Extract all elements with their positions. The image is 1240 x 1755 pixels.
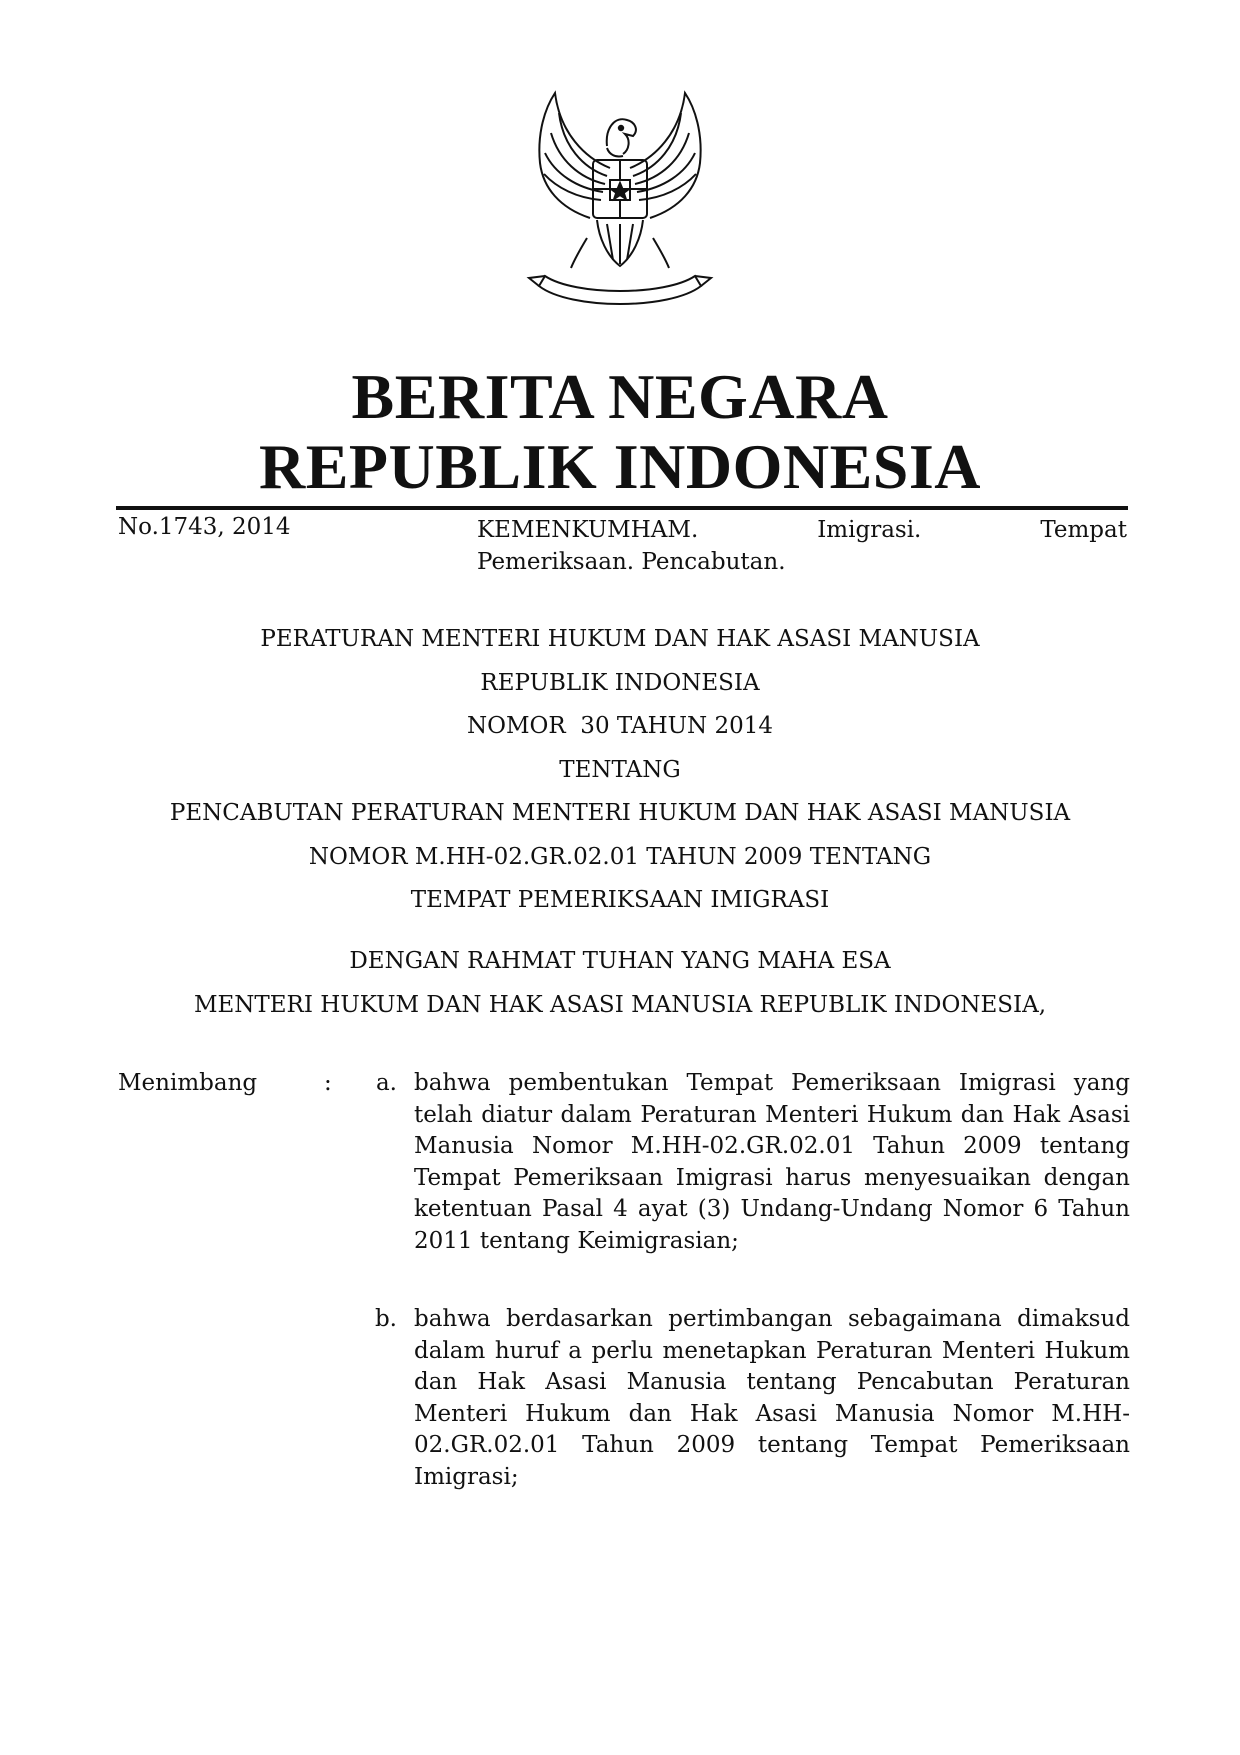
title-line: NOMOR 30 TAHUN 2014 <box>466 713 773 739</box>
subject-line: Pemeriksaan. Pencabutan. <box>477 549 786 575</box>
title-line: TEMPAT PEMERIKSAAN IMIGRASI <box>410 887 830 913</box>
masthead-subtitle: REPUBLIK INDONESIA <box>258 431 982 502</box>
gazette-subject <box>477 514 1127 578</box>
title-line: PENCABUTAN PERATURAN MENTERI HUKUM DAN HAK ASASI MANUSIA <box>169 800 1071 826</box>
item-text: bahwa pembentukan Tempat Pemeriksaan Imigrasi yang telah diatur dalam Peraturan Menteri Hukum dan Hak Asasi Manusia Nomor M.HH-02.GR.02.01 Tahun 2009 tentang Tempat Pemeriksaan Imigrasi harus menyesuaikan dengan ketentuan Pasal 4 ayat (3) Undang-Undang Nomor 6 Tahun 2011 tentang Keimigrasian; <box>414 1070 1130 1254</box>
masthead-title: BERITA NEGARA <box>351 361 889 432</box>
subject-part: Imigrasi. <box>817 517 922 543</box>
regulation-title <box>100 618 1140 923</box>
garuda-emblem-icon <box>515 88 725 313</box>
item-text: bahwa berdasarkan pertimbangan sebagaimana dimaksud dalam huruf a perlu menetapkan Peraturan Menteri Hukum dan Hak Asasi Manusia tentang Pencabutan Peraturan Menteri Hukum dan Hak Asasi Manusia Nomor M.HH-02.GR.02.01 Tahun 2009 tentang Tempat Pemeriksaan Imigrasi; <box>414 1306 1130 1490</box>
masthead-divider <box>116 506 1128 510</box>
item-marker: a. <box>375 1070 397 1096</box>
subject-part: KEMENKUMHAM. <box>477 517 699 543</box>
item-marker: b. <box>374 1306 397 1332</box>
title-line: PERATURAN MENTERI HUKUM DAN HAK ASASI MANUSIA <box>260 626 980 652</box>
title-line: TENTANG <box>559 756 681 783</box>
preamble-line: DENGAN RAHMAT TUHAN YANG MAHA ESA <box>349 948 891 974</box>
gazette-number: No.1743, 2014 <box>118 514 291 540</box>
preamble <box>100 940 1140 1027</box>
preamble-line: MENTERI HUKUM DAN HAK ASASI MANUSIA REPUBLIK INDONESIA, <box>193 991 1047 1018</box>
considering-colon: : <box>324 1070 332 1096</box>
subject-part: Tempat <box>1040 517 1127 543</box>
considering-label: Menimbang <box>118 1070 258 1096</box>
title-line: REPUBLIK INDONESIA <box>480 669 760 696</box>
title-line: NOMOR M.HH-02.GR.02.01 TAHUN 2009 TENTANG <box>308 843 932 870</box>
